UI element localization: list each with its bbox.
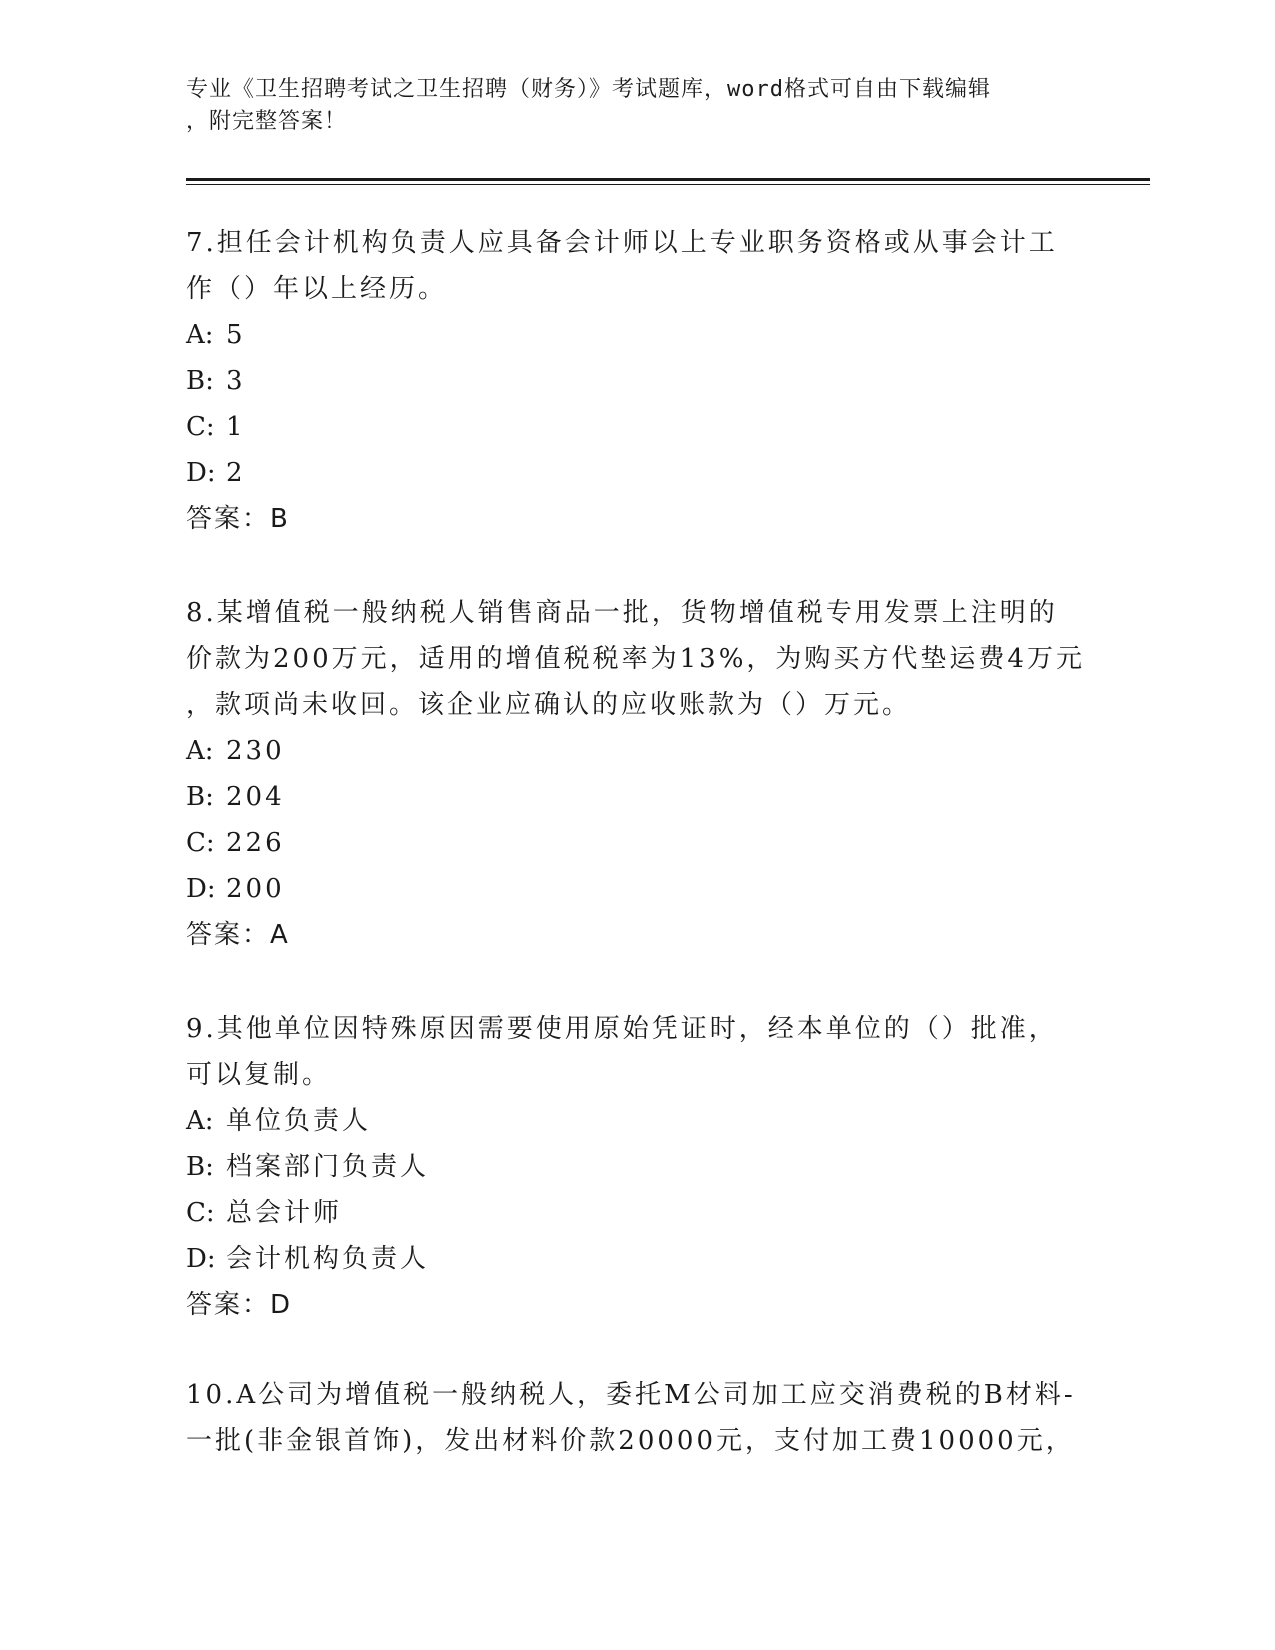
header-divider-thick xyxy=(186,178,1150,181)
option-d xyxy=(186,450,1106,496)
option-text: 3 xyxy=(226,366,246,396)
option-text: 226 xyxy=(226,828,285,858)
option-text: 2 xyxy=(226,458,246,488)
question-stem-line: 作（）年以上经历。 xyxy=(186,274,448,304)
question-stem-line: 价款为200万元，适用的增值税税率为13%，为购买方代垫运费4万元 xyxy=(186,644,1085,674)
option-key: D: xyxy=(186,1244,216,1274)
answer: 答案：A xyxy=(186,920,290,950)
option-b xyxy=(186,358,1106,404)
option-text: 单位负责人 xyxy=(226,1106,372,1136)
option-key: D: xyxy=(186,874,216,904)
option-d xyxy=(186,866,1106,912)
option-text: 1 xyxy=(226,412,246,442)
option-text: 会计机构负责人 xyxy=(226,1244,430,1274)
option-b xyxy=(186,1144,1106,1190)
question-10 xyxy=(186,1372,1106,1464)
option-key: B: xyxy=(186,1152,214,1182)
option-b xyxy=(186,774,1106,820)
option-key: B: xyxy=(186,366,214,396)
header-divider-thin xyxy=(186,184,1150,185)
question-8 xyxy=(186,590,1106,958)
option-a xyxy=(186,1098,1106,1144)
header-line-2: ，附完整答案！ xyxy=(186,109,348,134)
option-key: C: xyxy=(186,828,215,858)
option-text: 档案部门负责人 xyxy=(226,1152,430,1182)
option-key: A: xyxy=(186,1106,214,1136)
option-text: 总会计师 xyxy=(226,1198,343,1228)
question-7 xyxy=(186,220,1106,542)
option-key: A: xyxy=(186,736,214,766)
option-key: D: xyxy=(186,458,216,488)
question-stem-line: 一批(非金银首饰)，发出材料价款20000元，支付加工费10000元， xyxy=(186,1426,1075,1456)
question-9 xyxy=(186,1006,1106,1328)
question-stem-line: ，款项尚未收回。该企业应确认的应收账款为（）万元。 xyxy=(186,690,912,720)
option-key: B: xyxy=(186,782,214,812)
option-key: A: xyxy=(186,320,214,350)
option-c xyxy=(186,404,1106,450)
question-stem-line: 7.担任会计机构负责人应具备会计师以上专业职务资格或从事会计工 xyxy=(186,228,1058,258)
question-stem-line: 可以复制。 xyxy=(186,1060,332,1090)
option-text: 5 xyxy=(226,320,246,350)
question-stem-line: 8.某增值税一般纳税人销售商品一批，货物增值税专用发票上注明的 xyxy=(186,598,1058,628)
option-c xyxy=(186,1190,1106,1236)
option-text: 200 xyxy=(226,874,285,904)
option-d xyxy=(186,1236,1106,1282)
option-text: 230 xyxy=(226,736,285,766)
option-key: C: xyxy=(186,1198,215,1228)
question-stem-line: 10.A公司为增值税一般纳税人，委托M公司加工应交消费税的B材料- xyxy=(186,1380,1076,1410)
option-text: 204 xyxy=(226,782,285,812)
option-a xyxy=(186,728,1106,774)
header-line-1: 专业《卫生招聘考试之卫生招聘（财务）》考试题库，word格式可自由下载编辑 xyxy=(186,77,991,102)
option-c xyxy=(186,820,1106,866)
answer: 答案：D xyxy=(186,1290,293,1320)
question-stem-line: 9.其他单位因特殊原因需要使用原始凭证时，经本单位的（）批准， xyxy=(186,1014,1058,1044)
document-header xyxy=(186,74,1086,138)
option-a xyxy=(186,312,1106,358)
option-key: C: xyxy=(186,412,215,442)
answer: 答案：B xyxy=(186,504,290,534)
